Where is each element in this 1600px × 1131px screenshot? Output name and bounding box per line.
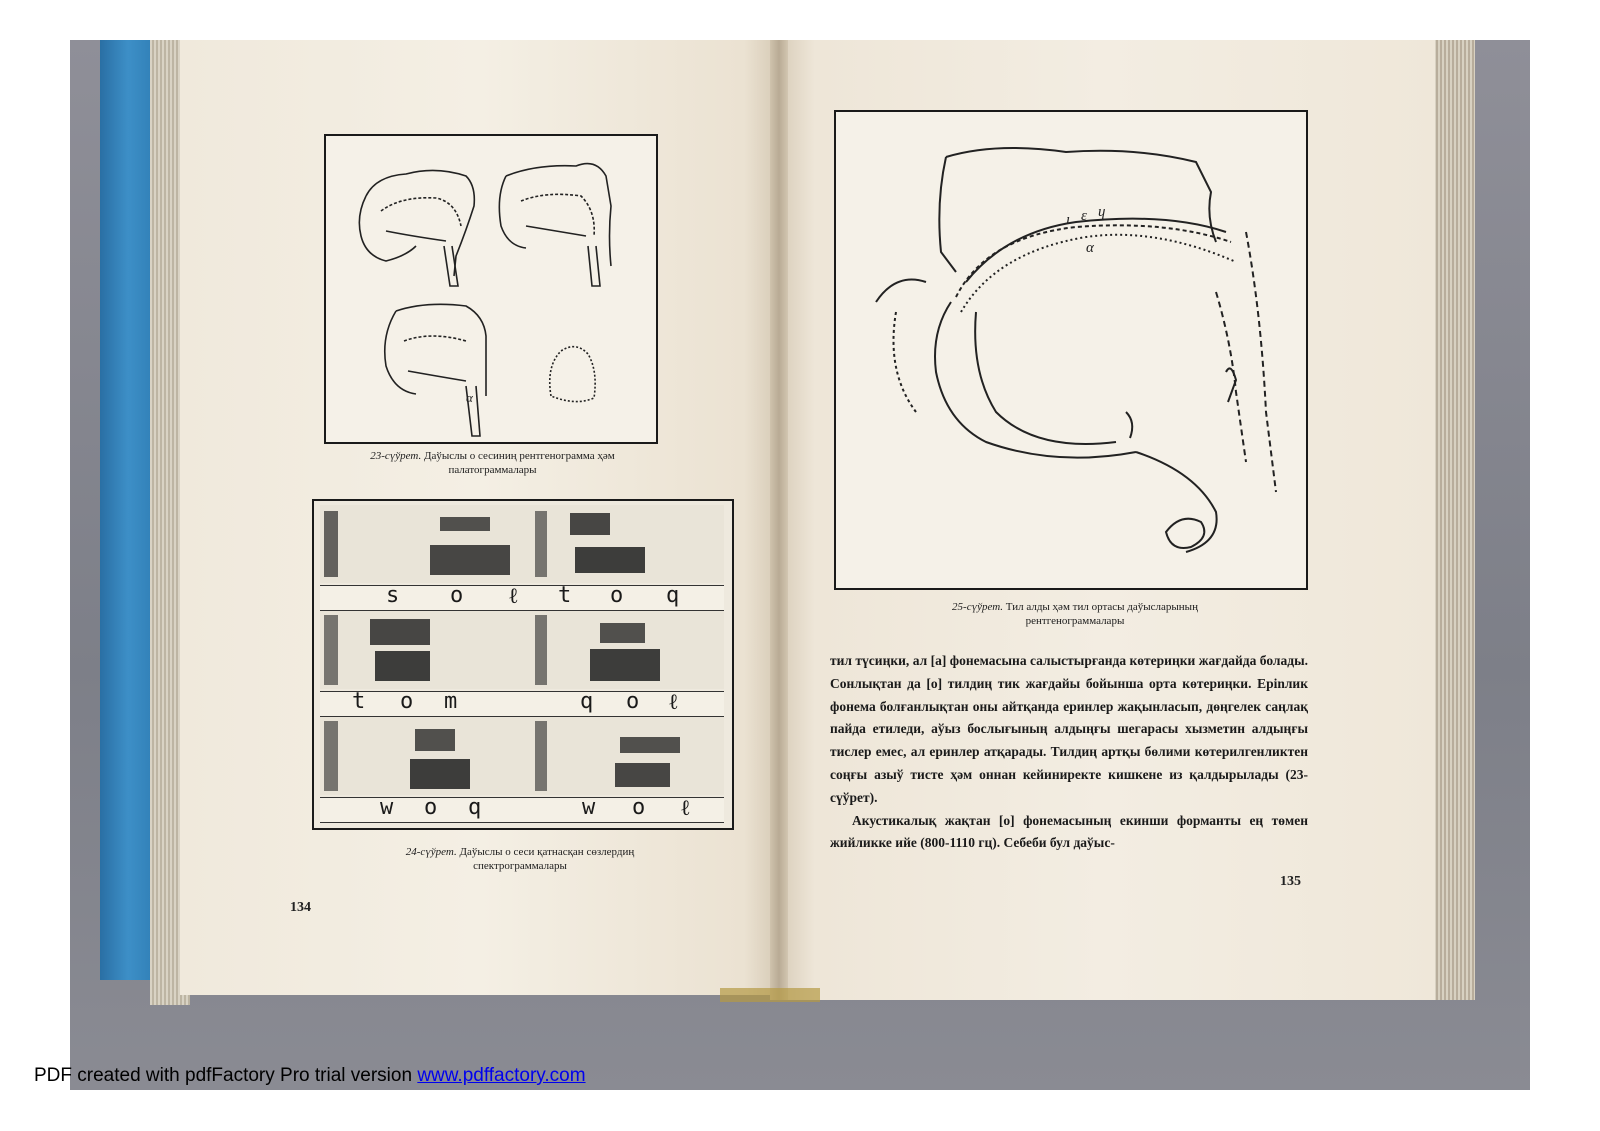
right-page-number: 135 [1280,874,1301,889]
figure-23-caption [320,449,665,477]
figure-25-caption-text-line1: Тил алды ҳәм тил ортасы даўысларының [1005,601,1198,613]
fig25-label-i: ı [1066,212,1071,228]
body-paragraph-2: Акустикалық жақтан [о] фонемасының екинши форманты ең төмен жийликке ийе (800-1110 гц). Себеби бул даўыс- [830,812,1308,851]
figure-24-caption-number: 24-сүўрет. [405,846,457,858]
scanned-book-spread [70,40,1530,1090]
figure-23-caption-text-line1: Даўыслы о сесиниң рентгенограмма ҳәм [423,450,615,462]
book-gutter [770,40,788,1000]
figure-23-alpha-label: α [466,390,473,405]
row1-label: o [450,583,464,608]
figure-23-illustration [326,136,656,442]
headband [720,988,820,1002]
row3-label: o [632,795,646,820]
row3-label: w [582,795,596,820]
right-page-body-text [830,650,1308,855]
figure-24-caption-text-line1: Даўыслы о сеси қатнасқан сөзлердиң [459,846,635,858]
fig25-label-e: ε [1081,208,1087,224]
row2-label: o [400,689,414,714]
spectrogram-row-3 [320,717,724,795]
figure-23-caption-text-line2: палатограммалары [448,464,537,476]
spectrogram-row-1-labels [320,585,724,611]
row3-label: o [424,795,438,820]
figure-25-xray-drawing [834,110,1308,590]
row3-label: q [468,795,482,820]
spectrogram-row-1 [320,505,724,583]
row1-label: q [666,583,680,608]
figure-24-caption-text-line2: спектрограммалары [473,860,567,872]
body-paragraph-1: тил түсиңки, ал [а] фонемасына салыстырғанда көтериңки жағдайда болады. Сонлықтан да [о] тилдиң тик жағдайы бойынша орта көтериңки. Ерinлик фонема болғанлықтан оны айтқанда еринлер жақынласып, дөңгелек саңлақ пайда етиледи, аўыз бослығының алдыңғы шегарасы хызметин алдыңғы тислер емес, ал еринлер атқарады. Тилдиң артқы бөлими көтерилгенликтен соңғы азыў тисте ҳәм оннан кейиниректе кишкене из қалдырылады (23-сүўрет). [830,653,1308,805]
left-page-number: 134 [290,900,311,915]
figure-25-illustration [836,112,1306,588]
row1-label: t [558,583,572,608]
spectrogram-row-2 [320,611,724,689]
pdffactory-link[interactable]: www.pdffactory.com [417,1065,586,1086]
row2-label: m [444,689,458,714]
row2-label: ℓ [668,690,679,715]
row2-label: q [580,689,594,714]
fig25-label-u: ɥ [1098,204,1106,220]
figure-24-spectrograms [312,499,734,830]
row3-label: w [380,795,394,820]
row2-label: t [352,689,366,714]
fig25-label-alpha: α [1086,240,1094,256]
figure-23-caption-number: 23-сүўрет. [370,450,422,462]
figure-25-caption [850,600,1300,628]
pdf-footer [34,1065,586,1087]
spectrogram-row-3-labels [320,797,724,823]
footer-text: PDF created with pdfFactory Pro trial version [34,1065,418,1086]
row1-label: ℓ [508,584,519,609]
spectrogram-row-2-labels [320,691,724,717]
figure-23-xray-drawings [324,134,658,444]
figure-24-caption [330,845,710,873]
row1-label: o [610,583,624,608]
row3-label: ℓ [680,796,691,821]
right-page-edges [1430,40,1475,1000]
row1-label: s [386,583,400,608]
figure-25-caption-number: 25-сүўрет. [952,601,1004,613]
figure-25-caption-text-line2: рентгенограммалары [1025,615,1125,627]
row2-label: o [626,689,640,714]
